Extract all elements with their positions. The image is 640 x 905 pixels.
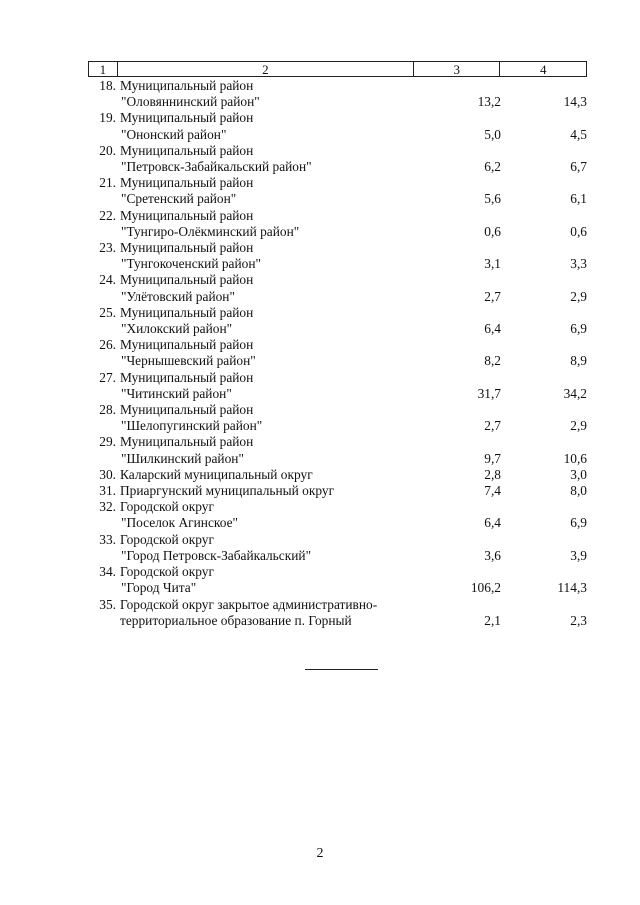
row-value-col-3: 5,0: [484, 126, 501, 142]
table-row: [88, 337, 587, 369]
table-row: [88, 402, 587, 434]
table-row: [88, 434, 587, 466]
table-header: [88, 61, 587, 77]
row-value-col-3: 2,7: [484, 418, 501, 434]
row-number: 22.: [99, 207, 116, 223]
row-value-col-3: 7,4: [484, 483, 501, 499]
row-value-col-4: 2,3: [570, 612, 587, 628]
table-body: [88, 78, 587, 629]
row-value-col-3: 5,6: [484, 191, 501, 207]
table-row: [88, 305, 587, 337]
row-number: 30.: [99, 466, 116, 482]
row-number: 25.: [99, 304, 116, 320]
row-label-line-1: Городской округ закрытое административно-: [120, 596, 378, 612]
row-value-col-4: 0,6: [570, 223, 587, 239]
row-label-line-1: Приаргунский муниципальный округ: [120, 483, 335, 499]
row-value-col-4: 34,2: [563, 385, 587, 401]
row-number: 33.: [99, 531, 116, 547]
row-label-line-1: Муниципальный район: [120, 207, 254, 223]
row-label-line-1: Муниципальный район: [120, 272, 254, 288]
row-value-col-3: 2,7: [484, 288, 501, 304]
row-label-line-2: территориальное образование п. Горный: [120, 612, 352, 628]
row-label-line-2: "Город Чита": [121, 580, 197, 596]
row-number: 29.: [99, 434, 116, 450]
row-label-line-1: Муниципальный район: [120, 142, 254, 158]
header-row: [89, 62, 587, 77]
row-label-line-1: Муниципальный район: [120, 304, 254, 320]
row-number: 32.: [99, 499, 116, 515]
table-row: [88, 240, 587, 272]
row-number: 26.: [99, 337, 116, 353]
end-rule: [305, 669, 378, 670]
row-label-line-2: "Хилокский район": [121, 321, 233, 337]
row-value-col-4: 6,1: [570, 191, 587, 207]
row-label-line-1: Муниципальный район: [120, 175, 254, 191]
row-label-line-1: Муниципальный район: [120, 337, 254, 353]
row-value-col-3: 6,2: [484, 159, 501, 175]
row-label-line-2: "Тунгокоченский район": [121, 256, 261, 272]
row-value-col-4: 3,3: [570, 256, 587, 272]
row-value-col-3: 13,2: [477, 94, 501, 110]
table-row: [88, 597, 587, 629]
table-row: [88, 78, 587, 110]
header-col-1: 1: [89, 62, 118, 77]
row-number: 27.: [99, 369, 116, 385]
row-number: 28.: [99, 402, 116, 418]
row-label-line-1: Муниципальный район: [120, 402, 254, 418]
row-value-col-4: 6,7: [570, 159, 587, 175]
row-label-line-1: Каларский муниципальный округ: [120, 466, 313, 482]
row-label-line-2: "Петровск-Забайкальский район": [121, 159, 312, 175]
row-label-line-2: "Ононский район": [121, 126, 227, 142]
table-row: [88, 499, 587, 531]
row-number: 34.: [99, 564, 116, 580]
row-value-col-4: 10,6: [563, 450, 587, 466]
row-label-line-1: Городской округ: [120, 564, 214, 580]
row-value-col-4: 14,3: [563, 94, 587, 110]
row-value-col-3: 31,7: [477, 385, 501, 401]
row-number: 18.: [99, 78, 116, 93]
table-row: [88, 272, 587, 304]
row-label-line-2: "Сретенский район": [121, 191, 237, 207]
table-row: [88, 483, 587, 499]
row-value-col-4: 6,9: [570, 321, 587, 337]
row-label-line-2: "Город Петровск-Забайкальский": [121, 547, 312, 563]
table-row: [88, 208, 587, 240]
table-row: [88, 564, 587, 596]
row-value-col-3: 2,8: [484, 466, 501, 482]
row-value-col-3: 8,2: [484, 353, 501, 369]
table-row: [88, 370, 587, 402]
page-number: 2: [316, 846, 324, 861]
row-value-col-4: 114,3: [557, 580, 587, 596]
row-value-col-4: 2,9: [570, 418, 587, 434]
row-label-line-2: "Улётовский район": [121, 288, 235, 304]
row-value-col-4: 8,9: [570, 353, 587, 369]
table-row: [88, 175, 587, 207]
table-row: [88, 532, 587, 564]
row-value-col-3: 6,4: [484, 321, 501, 337]
row-label-line-2: "Чернышевский район": [121, 353, 256, 369]
row-number: 23.: [99, 240, 116, 256]
row-label-line-2: "Шелопугинский район": [121, 418, 263, 434]
row-value-col-4: 3,9: [570, 547, 587, 563]
row-value-col-4: 2,9: [570, 288, 587, 304]
row-value-col-3: 6,4: [484, 515, 501, 531]
header-col-3: 3: [414, 62, 500, 77]
row-value-col-3: 9,7: [484, 450, 501, 466]
row-value-col-4: 3,0: [570, 466, 587, 482]
table-row: [88, 143, 587, 175]
row-value-col-3: 0,6: [484, 223, 501, 239]
row-label-line-1: Муниципальный район: [120, 240, 254, 256]
row-number: 35.: [99, 596, 116, 612]
row-label-line-1: Городской округ: [120, 499, 214, 515]
row-value-col-4: 4,5: [570, 126, 587, 142]
row-label-line-2: "Поселок Агинское": [121, 515, 238, 531]
row-number: 31.: [99, 483, 116, 499]
row-number: 20.: [99, 142, 116, 158]
row-label-line-1: Муниципальный район: [120, 110, 254, 126]
row-value-col-4: 6,9: [570, 515, 587, 531]
row-value-col-3: 106,2: [470, 580, 501, 596]
table-row: [88, 110, 587, 142]
row-number: 24.: [99, 272, 116, 288]
row-label-line-1: Городской округ: [120, 531, 214, 547]
table-row: [88, 467, 587, 483]
row-label-line-2: "Шилкинский район": [121, 450, 244, 466]
header-col-4: 4: [500, 62, 587, 77]
row-value-col-3: 3,1: [484, 256, 501, 272]
row-value-col-3: 2,1: [484, 612, 501, 628]
row-label-line-1: Муниципальный район: [120, 78, 254, 93]
row-label-line-2: "Тунгиро-Олёкминский район": [121, 223, 300, 239]
row-label-line-2: "Оловяннинский район": [121, 94, 260, 110]
row-value-col-3: 3,6: [484, 547, 501, 563]
header-col-2: 2: [117, 62, 413, 77]
row-label-line-2: "Читинский район": [121, 385, 232, 401]
row-number: 19.: [99, 110, 116, 126]
row-value-col-4: 8,0: [570, 483, 587, 499]
row-label-line-1: Муниципальный район: [120, 434, 254, 450]
row-number: 21.: [99, 175, 116, 191]
row-label-line-1: Муниципальный район: [120, 369, 254, 385]
